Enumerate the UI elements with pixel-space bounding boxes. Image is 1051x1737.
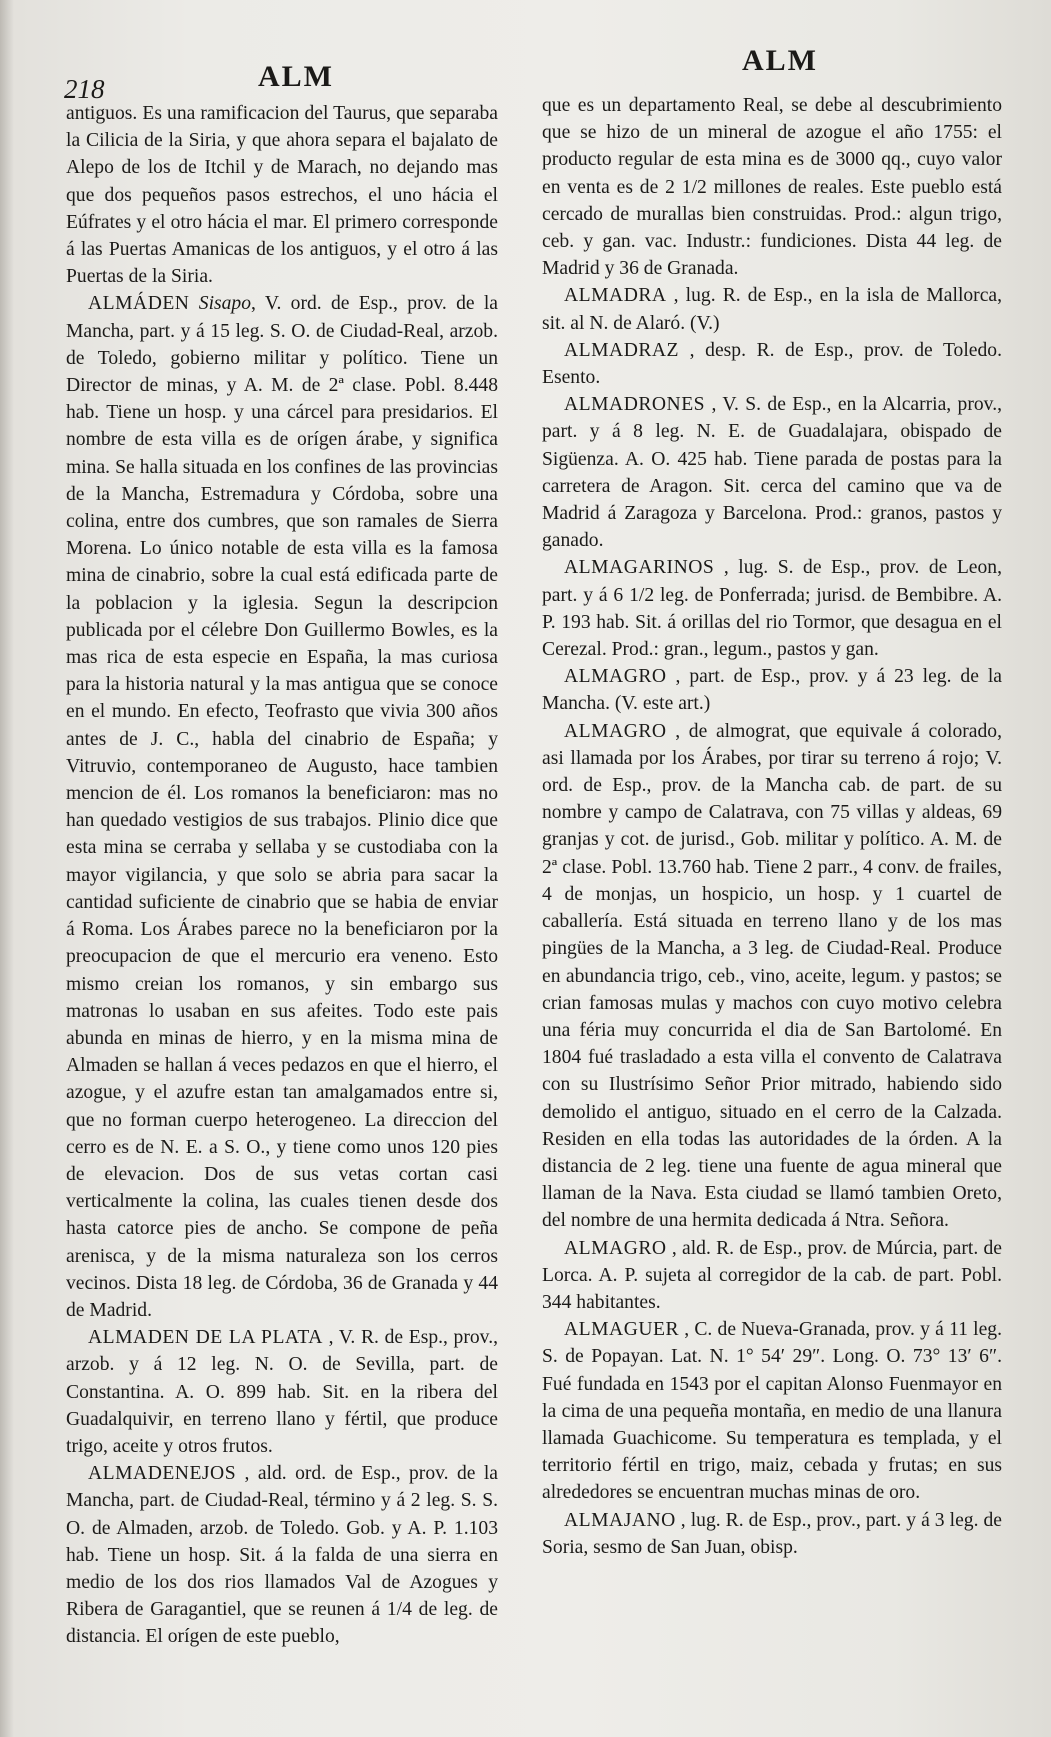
entry-headword: ALMADRAZ: [564, 339, 680, 361]
running-head-right: ALM: [742, 44, 818, 77]
dictionary-entry-almadraz: [542, 337, 1002, 391]
dictionary-entry-cont: [66, 100, 498, 290]
entry-text: , V. ord. de Esp., prov. de la Mancha, part. y á 15 leg. S. O. de Ciudad-Real, arzob. de Toledo, gobierno militar y político. Tiene un Director de minas, y A. M. de 2ª clase. Pobl. 8.448 hab. Tiene un hosp. y una cárcel para presidarios. El nombre de esta villa es de orígen árabe, y significa mina. Se halla situada en los confines de las provincias de la Mancha, Estremadura y Córdoba, sobre una colina, entre dos cumbres, que son ramales de Sierra Morena. Lo único notable de esta villa es la famosa mina de cinabrio, sobre la cual está edificada parte de la poblacion y la iglesia. Segun la descripcion publicada por el célebre Don Guillermo Bowles, es la mas rica de esta especie en España, la mas curiosa para la historia natural y la mas antigua que se conoce en el mundo. En efecto, Teofrasto que vivia 300 años antes de J. C., habla del cinabrio de España; y Vitruvio, contemporaneo de Augusto, hace tambien mencion de él. Los romanos la beneficiaron: mas no han quedado vestigios de sus trabajos. Plinio dice que esta mina se cerraba y sellaba y se custodiaba con la mayor vigilancia, y que solo se abria para sacar la cantidad suficiente de cinabrio que se habia de enviar á Roma. Los Árabes parece no la beneficiaron por la preocupacion de que el mercurio era veneno. Esto mismo creian los romanos, y sin embargo sus matronas lo usaban en sus afeites. Todo este pais abunda en minas de hierro, y en la misma mina de Almaden se hallan á veces pedazos en que el hierro, el azogue, y el azufre estan tan amalgamados entre si, que no forman cuerpo heterogeneo. La direccion del cerro es de N. E. a S. O., y tiene como unos 120 pies de elevacion. Dos de sus vetas cortan casi verticalmente la colina, las cuales tienen desde dos hasta catorce pies de ancho. Se compone de peña arenisca, y de la misma naturaleza son los cerros vecinos. Dista 18 leg. de Córdoba, 36 de Granada y 44 de Madrid.: [66, 293, 498, 1321]
dictionary-entry-almaden-plata: [66, 1324, 498, 1460]
entry-text: , de almograt, que equivale á colorado, asi llamada por los Árabes, por tirar su terreno á rojo; V. ord. de Esp., prov. de la Mancha cab. de part. de su nombre y campo de Calatrava, con 75 villas y aldeas, 69 granjas y cot. de jurisd., Gob. militar y político. A. M. de 2ª clase. Pobl. 13.760 hab. Tiene 2 parr., 4 conv. de frailes, 4 de monjas, un hospicio, un hosp. y 1 cuartel de caballería. Está situada en terreno llano y de los mas pingües de la Mancha, a 3 leg. de Ciudad-Real. Produce en abundancia trigo, ceb., vino, aceite, legum. y pastos; se crian famosas mulas y machos con cuyo motivo celebra una féria muy concurrida el dia de San Bartolomé. En 1804 fué trasladado a esta villa el convento de Calatrava con su Ilustrísimo Señor Prior mitrado, habiendo sido demolido el antiguo, situado en el cerro de la Calzada. Residen en ella todas las autoridades de la órden. A la distancia de 2 leg. tiene una fuente de agua mineral que llaman de la Nava. Esta ciudad se llamó tambien Oreto, del nombre de una hermita dedicada á Ntra. Señora.: [542, 720, 1002, 1232]
entry-text: , lug. R. de Esp., en la isla de Mallorca, sit. al N. de Alaró. (V.): [542, 285, 1002, 334]
dictionary-entry-almadenejos: [66, 1460, 498, 1650]
entry-text: antiguos. Es una ramificacion del Taurus, que separaba la Cilicia de la Siria, y que ahora separa el bajalato de Alepo de los de Itchil y de Marach, no dejando mas que dos pequeños pasos estrechos, el uno hácia el Eúfrates y el otro hácia el mar. El primero corresponde á las Puertas Amanicas de los antiguos, y el otro á las Puertas de la Siria.: [66, 103, 498, 288]
entry-latin-name: Sisapo: [198, 293, 252, 315]
dictionary-entry-almaden: [66, 290, 498, 1324]
entry-text: , lug. S. de Esp., prov. de Leon, part. y á 6 1/2 leg. de Ponferrada; jurisd. de Bembibre. A. P. 193 hab. Sit. á orillas del rio Tormor, que desagua en el Cerezal. Prod.: gran., legum., pastos y gan.: [542, 557, 1002, 661]
entry-headword: ALMÁDEN: [88, 293, 190, 315]
page-gutter-shadow: [0, 0, 14, 1737]
entry-headword: ALMAGUER: [564, 1319, 680, 1341]
dictionary-entry-almajano: [542, 1507, 1002, 1561]
entry-text: , part. de Esp., prov. y á 23 leg. de la Mancha. (V. este art.): [542, 666, 1002, 715]
page-number: 218: [64, 74, 105, 104]
dictionary-entry-almagro-ald: [542, 1235, 1002, 1317]
entry-text: , C. de Nueva-Granada, prov. y á 11 leg. S. de Popayan. Lat. N. 1° 54′ 29″. Long. O. 73° 13′ 6″. Fué fundada en 1543 por el capitan Alonso Fuenmayor en la cima de una pequeña montaña, en medio de una llanura llamada Guachicome. Su temperatura es templada, y el territorio fértil en trigo, maiz, cebada y frutas; en sus alrededores se encuentran muchas minas de oro.: [542, 1319, 1002, 1504]
entry-headword: ALMAGRO: [564, 1237, 667, 1259]
entry-headword: ALMADENEJOS: [88, 1463, 237, 1485]
entry-text: , lug. R. de Esp., prov., part. y á 3 leg. de Soria, sesmo de San Juan, obisp.: [542, 1509, 1002, 1558]
entry-text: , ald. ord. de Esp., prov. de la Mancha, part. de Ciudad-Real, término y á 2 leg. S. S. O. de Almaden, arzob. de Toledo. Gob. y A. P. 1.103 hab. Tiene un hosp. Sit. á la falda de una sierra en medio de los dos rios llamados Val de Azogues y Ribera de Garagantiel, que se reunen á 1/4 de leg. de distancia. El orígen de este pueblo,: [66, 1463, 498, 1648]
entry-headword: ALMAJANO: [564, 1509, 676, 1531]
dictionary-entry-almagro-part: [542, 663, 1002, 717]
dictionary-entry-cont2: [542, 92, 1002, 282]
dictionary-entry-almadra: [542, 282, 1002, 336]
dictionary-entry-almagarinos: [542, 554, 1002, 663]
entry-text: que es un departamento Real, se debe al descubrimiento que se hizo de un mineral de azogue el año 1755: el producto regular de esta mina es de 3000 qq., cuyo valor en venta es de 2 1/2 millones de reales. Este pueblo está cercado de murallas bien construidas. Prod.: algun trigo, ceb. y gan. vac. Industr.: fundiciones. Dista 44 leg. de Madrid y 36 de Granada.: [542, 95, 1002, 280]
running-head-left: ALM: [258, 60, 334, 93]
left-column: [66, 100, 498, 1651]
entry-text: , V. R. de Esp., prov., arzob. y á 12 leg. N. O. de Sevilla, part. de Constantina. A. O. 899 hab. Sit. en la ribera del Guadalquivir, en terreno llano y fértil, que produce trigo, aceite y otros frutos.: [66, 1327, 498, 1457]
entry-headword: ALMADRA: [564, 285, 667, 307]
right-column: [542, 92, 1002, 1561]
dictionary-entry-almagro: [542, 718, 1002, 1235]
entry-headword: ALMAGRO: [564, 720, 667, 742]
entry-text: , desp. R. de Esp., prov. de Toledo. Esento.: [542, 339, 1002, 389]
entry-text: , V. S. de Esp., en la Alcarria, prov., part. y á 8 leg. N. E. de Guadalajara, obispado de Sigüenza. A. O. 425 hab. Tiene parada de postas para la carretera de Aragon. Sit. cerca del camino que va de Madrid á Zaragoza y Barcelona. Prod.: granos, pastos y ganado.: [542, 394, 1002, 552]
dictionary-entry-almaguer: [542, 1316, 1002, 1506]
entry-headword: ALMAGARINOS: [564, 557, 715, 579]
entry-headword: ALMAGRO: [564, 666, 667, 688]
entry-headword: ALMADEN DE LA PLATA: [88, 1327, 323, 1349]
entry-text: , ald. R. de Esp., prov. de Múrcia, part. de Lorca. A. P. sujeta al corregidor de la cab. de part. Pobl. 344 habitantes.: [542, 1237, 1002, 1313]
entry-headword: ALMADRONES: [564, 394, 706, 416]
dictionary-entry-almadrones: [542, 391, 1002, 554]
